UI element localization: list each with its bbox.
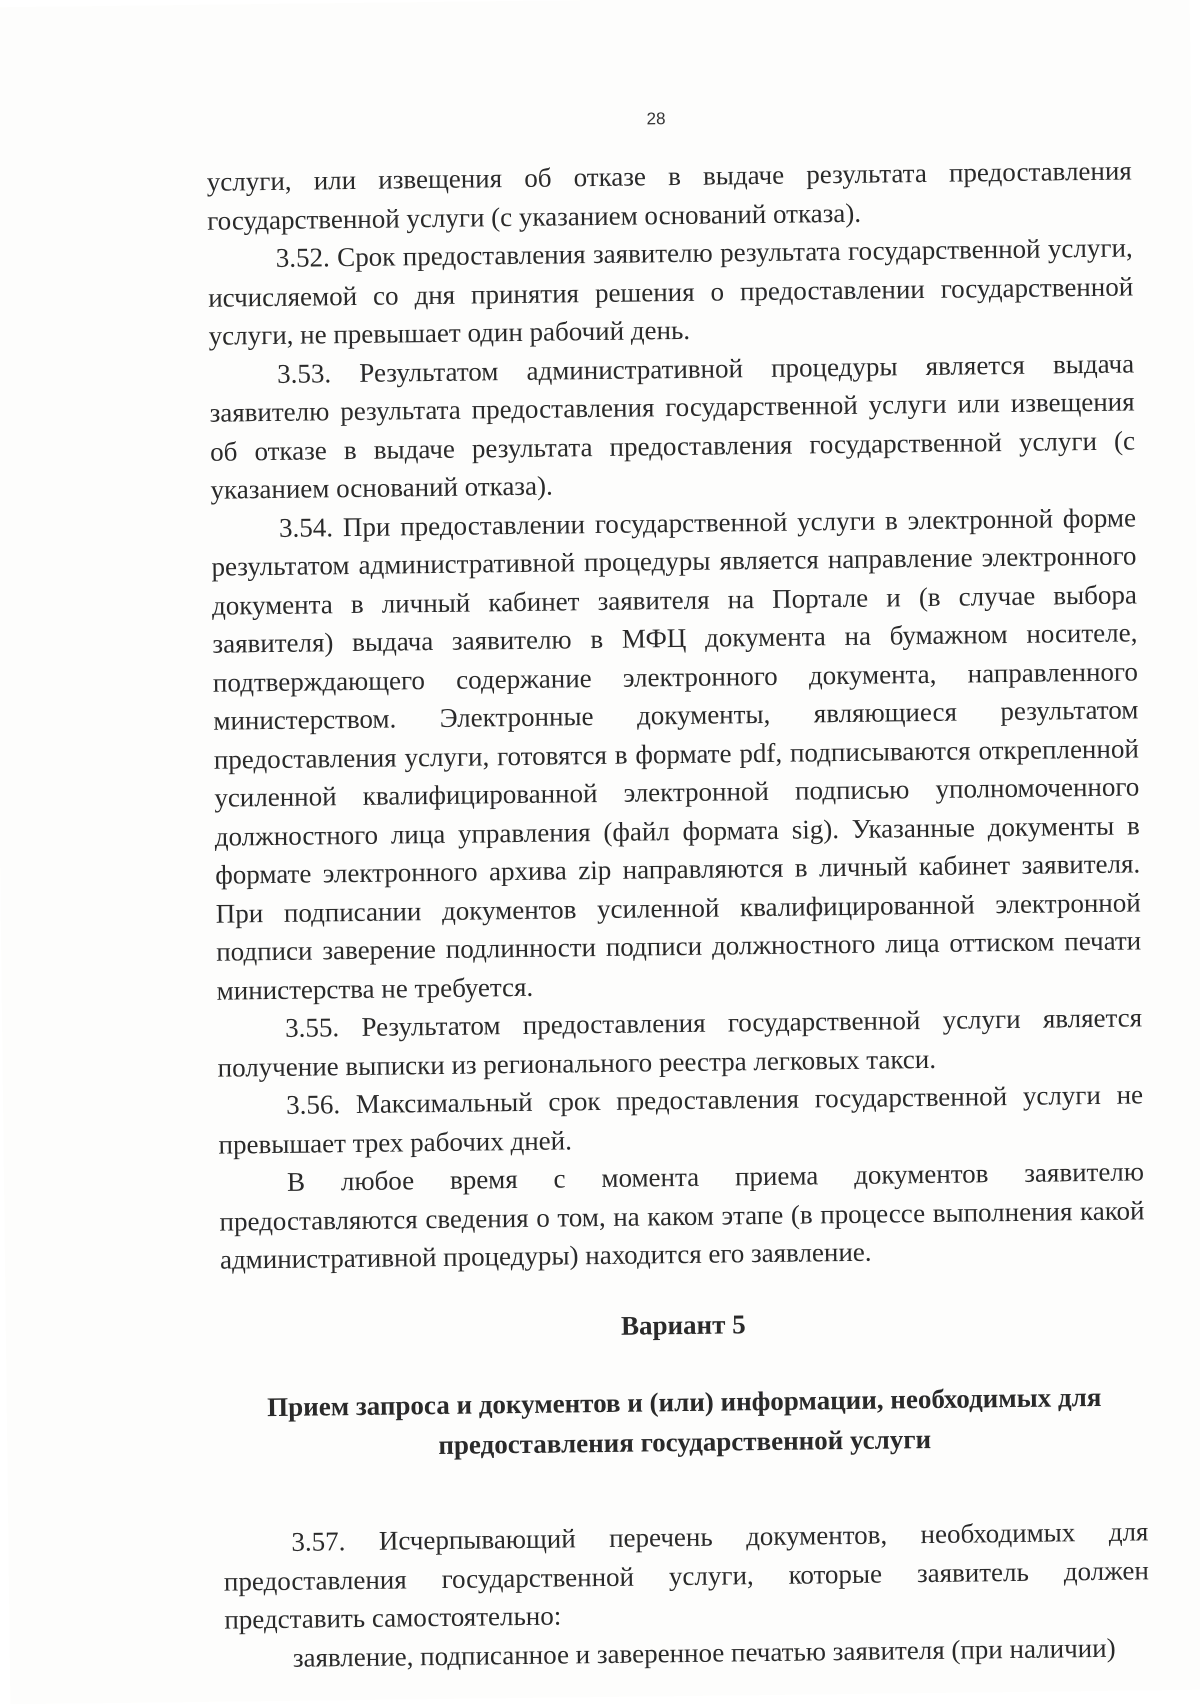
paragraph-3-57: 3.57. Исчерпывающий перечень документов, необходимых для предоставления государственной услуги, которые заявитель должен представить самостоятельно: [223, 1516, 1150, 1635]
variant-heading: Вариант 5 [620, 1308, 746, 1341]
paragraph-status-info: В любое время с момента приема документов заявителю предоставляются сведения о том, на каком этапе (в процессе выполнения какой административной процедуры) находится его заявление. [219, 1156, 1145, 1275]
paragraph-continuation: услуги, или извещения об отказе в выдаче результата предоставления государственной услуги (с указанием оснований отказа). [206, 155, 1132, 236]
paragraph-3-57-item: заявление, подписанное и заверенное печатью заявителя (при наличии) [292, 1632, 1116, 1673]
section-title: Прием запроса и документов и (или) информации, необходимых для предоставления государственной услуги [266, 1381, 1102, 1461]
paragraph-3-54: 3.54. При предоставлении государственной услуги в электронной форме результатом административной процедуры является направление электронного документа в личный кабинет заявителя на Портале и (в случае выбора заявителя) выдача заявителю в МФЦ документа на бумажном носителе, подтверждающего содержание электронного документа, направленного министерством. Электронные документы, являющиеся результатом предоставления услуги, готовятся в формате pdf, подписываются открепленной усиленной квалифицированной электронной подписью уполномоченного должностного лица управления (файл формата sig). Указанные документы в формате электронного архива zip направляются в личный кабинет заявителя. При подписании документов усиленной квалифицированной электронной подписи заверение подлинности подписи должностного лица оттиском печати министерства не требуется. [211, 501, 1142, 1006]
paragraph-3-53: 3.53. Результатом административной процедуры является выдача заявителю результата предоставления государственной услуги или извещения об отказе в выдаче результата предоставления государственной услуги (с указанием оснований отказа). [209, 347, 1136, 505]
paragraph-3-56: 3.56. Максимальный срок предоставления государственной услуги не превышает трех рабочих дней. [218, 1079, 1144, 1160]
document-body [207, 151, 1150, 1677]
paragraph-3-55: 3.55. Результатом предоставления государственной услуги является получение выписки из регионального реестра легковых такси. [217, 1002, 1143, 1083]
paragraph-3-52: 3.52. Срок предоставления заявителю результата государственной услуги, исчисляемой со дня принятия решения о предоставлении государственной услуги, не превышает один рабочий день. [208, 232, 1134, 351]
page-number: 28 [646, 109, 666, 129]
